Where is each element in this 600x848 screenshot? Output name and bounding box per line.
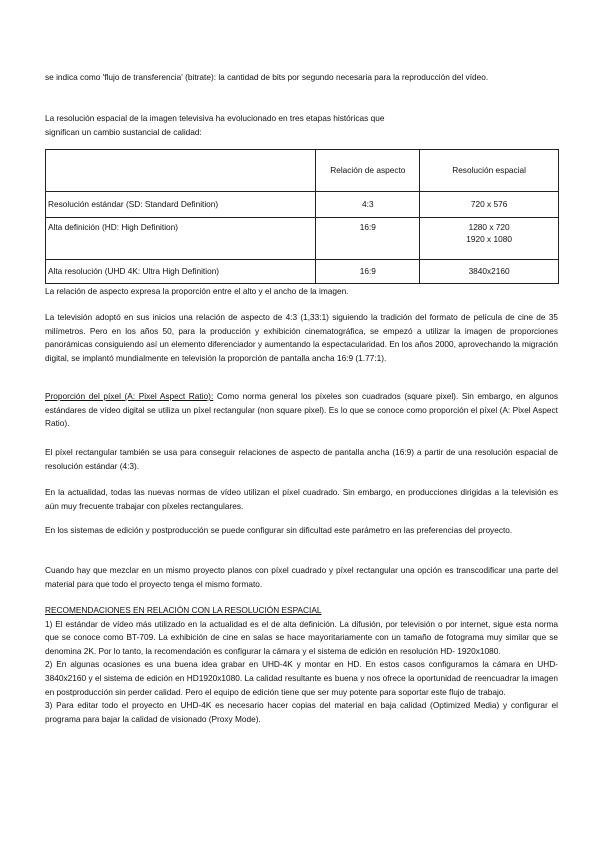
- paragraph-square-pixel: En la actualidad, todas las nuevas normas de vídeo utilizan el píxel cuadrado. Sin embargo, en producciones dirigidas a la televisión es aún muy frecuente trabajar con píxeles rectangulares.: [45, 487, 558, 511]
- row-resolution: [420, 218, 559, 260]
- paragraph-bitrate: se indica como 'flujo de transferencia' (bitrate): la cantidad de bits por segundo necesaria para la reproducción del vídeo.: [45, 72, 489, 82]
- table-header-empty: [46, 150, 316, 192]
- paragraph-tv-history: La televisión adoptó en sus inicios una relación de aspecto de 4:3 (1,33:1) siguiendo la tradición del formato de película de cine de 35 milímetros. Pero en los años 50, para la producción y exhibición cinematográfica, se empezó a utilizar la imagen de proporciones panorámicas consiguiendo así un elemento diferenciador y aumentando la espectacularidad. En los años 2000, aprovechando la migración digital, se implantó mundialmente en televisión la proporción de pantalla ancha 16:9 (1.77:1).: [45, 312, 558, 363]
- paragraph-editing-systems: En los sistemas de edición y postproducción se puede configurar sin dificultad este parámetro en las preferencias del proyecto.: [45, 525, 513, 535]
- row-label: Resolución estándar (SD: Standard Definition): [46, 192, 316, 218]
- paragraph-pixel-aspect: [45, 390, 558, 431]
- paragraph-transcode: Cuando hay que mezclar en un mismo proyecto planos con píxel cuadrado y píxel rectangular una opción es transcodificar una parte del material para que todo el proyecto tenga el mismo formato.: [45, 565, 558, 589]
- row-label: Alta resolución (UHD 4K: Ultra High Definition): [46, 260, 316, 284]
- table-header-resolution: Resolución espacial: [420, 150, 559, 192]
- row-aspect: 16:9: [316, 260, 420, 284]
- pixel-aspect-heading: Proporción del píxel (A: Pixel Aspect Ratio):: [45, 391, 214, 401]
- paragraph-rectangular-pixel: El píxel rectangular también se usa para conseguir relaciones de aspecto de pantalla ancha (16:9) a partir de una resolución espacial de resolución estándar (4:3).: [45, 447, 558, 471]
- recommendations-heading: RECOMENDACIONES EN RELACIÓN CON LA RESOLUCIÓN ESPACIAL: [45, 605, 322, 615]
- table-row: [46, 260, 559, 284]
- recommendation-1: 1) El estándar de vídeo más utilizado en la actualidad es el de alta definición. La difusión, por televisión o por internet, sigue esta norma que se conoce como BT-709. La exhibición de cine en salas se hace mayoritariamente con un tamaño de fotograma muy similar que se denomina 2K. Por lo tanto, la recomendación es configurar la cámara y el sistema de edición en resolución HD- 1920x1080.: [45, 618, 558, 656]
- recommendation-3: 3) Para editar todo el proyecto en UHD-4K es necesario hacer copias del material en baja calidad (Optimized Media) y configurar el programa para bajar la calidad de visionado (Proxy Mode).: [45, 700, 558, 724]
- row-resolution-line-2: 1920 x 1080: [466, 233, 512, 244]
- row-aspect: 4:3: [316, 192, 420, 218]
- intro-line-2: significan un cambio sustancial de calidad:: [45, 126, 202, 137]
- recommendations: [45, 604, 558, 726]
- intro-line-1: La resolución espacial de la imagen televisiva ha evolucionado en tres etapas históricas que: [45, 113, 385, 123]
- recommendation-2: 2) En algunas ocasiones es una buena idea grabar en UHD-4K y montar en HD. En estos casos configuramos la cámara en UHD-3840x2160 y el sistema de edición en HD1920x1080. La calidad resultante es buena y nos ofrece la oportunidad de reencuadrar la imagen en postproducción sin perder calidad. Pero el equipo de edición tiene que ser muy potente para soportar este flujo de trabajo.: [45, 659, 558, 697]
- table-row: [46, 192, 559, 218]
- table-row: [46, 218, 559, 260]
- table-header-row: [46, 150, 559, 192]
- table-header-aspect: Relación de aspecto: [316, 150, 420, 192]
- row-resolution-line-1: 1280 x 720: [468, 222, 510, 232]
- row-aspect: 16:9: [316, 218, 420, 260]
- paragraph-aspect-ratio: La relación de aspecto expresa la proporción entre el alto y el ancho de la imagen.: [45, 286, 349, 296]
- resolution-table: [45, 149, 559, 284]
- pixel-aspect-body: Como norma general los píxeles son cuadrados (square pixel). Sin embargo, en algunos estándares de vídeo digital se utiliza un píxel rectangular (non square pixel). Es lo que se conoce como proporción el píxel (A: Pixel Aspect Ratio).: [45, 391, 558, 429]
- row-resolution: 3840x2160: [420, 260, 559, 284]
- paragraph-resolution-intro: [45, 112, 558, 139]
- row-resolution: 720 x 576: [420, 192, 559, 218]
- row-label: Alta definición (HD: High Definition): [46, 218, 316, 260]
